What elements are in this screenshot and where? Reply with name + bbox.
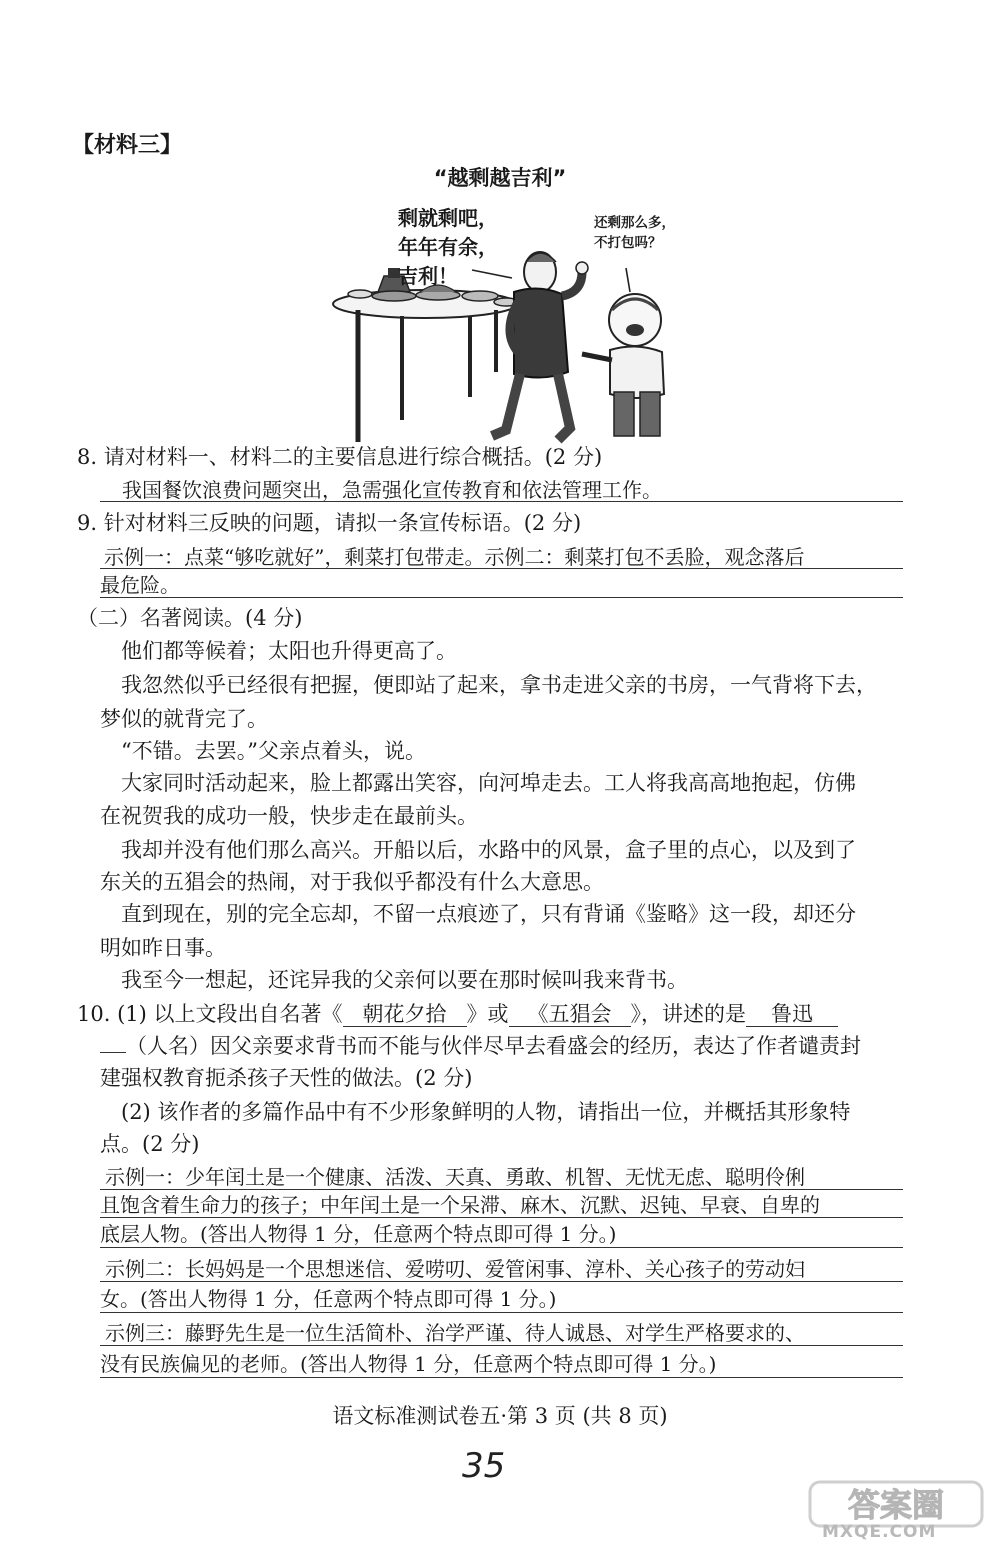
answer-line <box>100 1217 903 1218</box>
answer-line <box>100 1189 903 1190</box>
section-heading: 【材料三】 <box>72 133 183 158</box>
answer-line <box>100 1377 903 1378</box>
page-footer: 语文标准测试卷五·第 3 页 (共 8 页) <box>332 1404 668 1428</box>
reading-paragraph: “不错。去罢。”父亲点着头，说。 <box>121 739 426 763</box>
answer-10-example-2: 示例二：长妈妈是一个思想迷信、爱唠叨、爱管闲事、淳朴、关心孩子的劳动妇 <box>105 1257 805 1281</box>
svg-text:答案圈: 答案圈 <box>847 1486 945 1524</box>
blank-author: 鲁迅 <box>746 1002 838 1027</box>
answer-10-example-2-cont: 女。(答出人物得 1 分，任意两个特点即可得 1 分。) <box>100 1287 557 1311</box>
answer-10-example-3: 示例三：藤野先生是一位生活简朴、治学严谨、待人诚恳、对学生严格要求的、 <box>105 1321 805 1345</box>
answer-line <box>100 501 903 502</box>
reading-paragraph-cont: 东关的五猖会的热闹，对于我似乎都没有什么大意思。 <box>100 870 604 894</box>
question-10-part-1: 10. (1) 以上文段出自名著《 朝花夕拾 》或 《五猖会 》，讲述的是 鲁迅 <box>77 1000 838 1028</box>
answer-10-example-1: 示例一：少年闰土是一个健康、活泼、天真、勇敢、机智、无忧无虑、聪明伶俐 <box>105 1165 805 1189</box>
answer-10-example-1-cont: 且饱含着生命力的孩子；中年闰土是一个呆滞、麻木、沉默、迟钝、早衰、自卑的 <box>100 1193 820 1217</box>
reading-paragraph-cont: 在祝贺我的成功一般，快步走在最前头。 <box>100 804 478 828</box>
answer-line <box>100 1312 903 1313</box>
reading-heading: （二）名著阅读。(4 分) <box>77 606 303 630</box>
answer-9-line-2: 最危险。 <box>100 573 180 597</box>
question-8: 8. 请对材料一、材料二的主要信息进行综合概括。(2 分) <box>77 445 603 469</box>
answer-9-line-1: 示例一：点菜“够吃就好”，剩菜打包带走。示例二：剩菜打包不丢脸，观念落后 <box>104 545 805 569</box>
blank-chapter-title: 《五猖会 <box>509 1002 631 1027</box>
reading-paragraph-cont: 明如昨日事。 <box>100 936 226 960</box>
answer-10-example-1-cont: 底层人物。(答出人物得 1 分，任意两个特点即可得 1 分。) <box>100 1222 617 1246</box>
question-10-part-1-line-3: 建强权教育扼杀孩子天性的做法。(2 分) <box>100 1066 473 1090</box>
answer-line <box>100 597 903 598</box>
handwritten-page-number: 35 <box>462 1446 506 1486</box>
answer-10-example-3-cont: 没有民族偏见的老师。(答出人物得 1 分，任意两个特点即可得 1 分。) <box>100 1352 717 1376</box>
reading-paragraph: 我忽然似乎已经很有把握，便即站了起来，拿书走进父亲的书房，一气背将下去， <box>121 673 877 697</box>
reading-paragraph: 他们都等候着；太阳也升得更高了。 <box>121 639 457 663</box>
reading-paragraph: 大家同时活动起来，脸上都露出笑容，向河埠走去。工人将我高高地抱起，仿佛 <box>121 771 856 795</box>
answer-line <box>100 568 903 569</box>
question-10-part-2: (2) 该作者的多篇作品中有不少形象鲜明的人物，请指出一位，并概括其形象特 <box>121 1100 851 1124</box>
watermark-url: MXQE.COM <box>822 1522 937 1542</box>
blank-author-cont <box>100 1052 126 1053</box>
cartoon-title: “越剩越吉利” <box>433 166 567 190</box>
answer-8: 我国餐饮浪费问题突出，急需强化宣传教育和依法管理工作。 <box>122 478 662 502</box>
answer-line <box>100 1247 903 1248</box>
answer-line <box>100 1281 903 1282</box>
speech-bubble-man: 剩就剩吧， 年年有余， 吉利！ <box>398 206 498 288</box>
speech-bubble-boy: 还剩那么多， 不打包吗？ <box>594 215 675 251</box>
blank-book-title: 朝花夕拾 <box>343 1002 467 1027</box>
answer-line <box>100 1345 903 1346</box>
question-9: 9. 针对材料三反映的问题，请拟一条宣传标语。(2 分) <box>77 511 582 535</box>
reading-paragraph-cont: 梦似的就背完了。 <box>100 707 268 731</box>
question-10-part-2-line-2: 点。(2 分) <box>100 1132 200 1156</box>
reading-paragraph: 我至今一想起，还诧异我的父亲何以要在那时候叫我来背书。 <box>121 968 688 992</box>
reading-paragraph: 直到现在，别的完全忘却，不留一点痕迹了，只有背诵《鉴略》这一段，却还分 <box>121 902 856 926</box>
reading-paragraph: 我却并没有他们那么高兴。开船以后，水路中的风景，盒子里的点心，以及到了 <box>121 838 856 862</box>
question-10-part-1-line-2: （人名）因父亲要求背书而不能与伙伴尽早去看盛会的经历，表达了作者谴责封 <box>100 1032 861 1060</box>
